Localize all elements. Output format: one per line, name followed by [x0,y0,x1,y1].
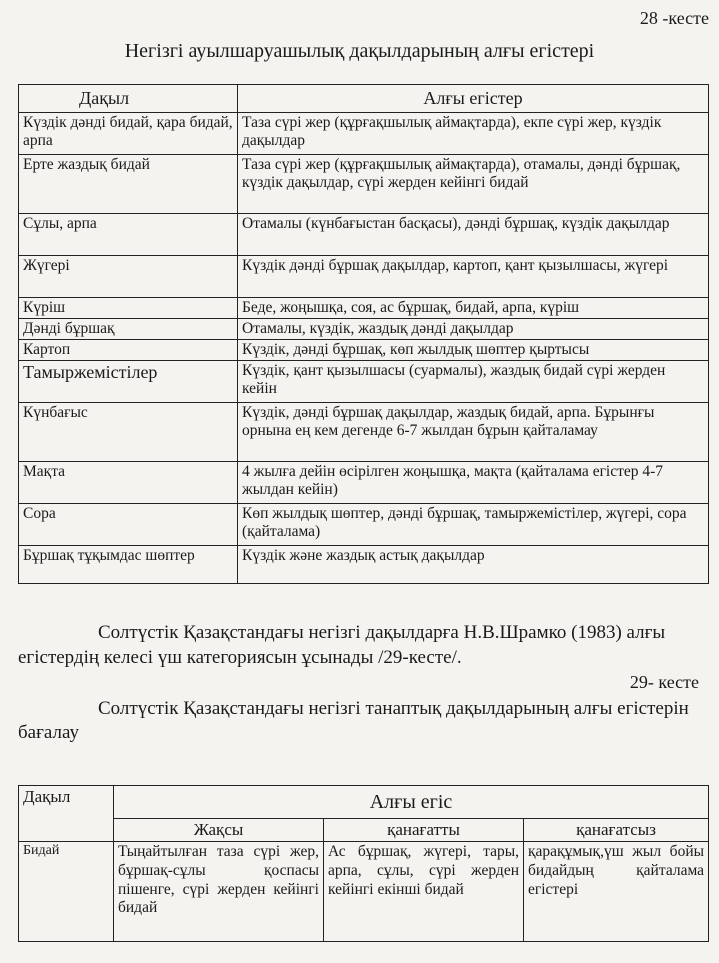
table-header-row [19,786,709,819]
body-paragraph: Солтүстік Қазақстандағы негізгі дақылдарға Н.В.Шрамко (1983) алғы егістердің келесі үш категориясын ұсынады /29-кесте/. [18,622,666,668]
crop-cell: Жүгері [19,255,238,297]
table-header-row [19,85,709,113]
column-header-predecessors: Алғы егістер [238,85,709,113]
crop-cell: Сора [19,503,238,545]
table-row [19,545,709,583]
column-header-good: Жақсы [114,819,324,842]
crop-cell: Күріш [19,297,238,318]
crop-cell: Бұршақ тұқымдас шөптер [19,545,238,583]
table-number: 28 -кесте [639,8,709,28]
predecessors-cell: Көп жылдық шөптер, дәнді бұршақ, тамыржемістілер, жүгері, сора (қайталама) [238,503,709,545]
unsatisfactory-cell: қарақұмық,үш жыл бойы бидайдың қайталама егістері [524,842,709,942]
crop-cell: Дәнді бұршақ [19,318,238,339]
table-row [19,461,709,503]
table-row [19,318,709,339]
crop-cell: Күздік дәнді бидай, қара бидай, арпа [19,112,238,154]
crop-cell: Күнбағыс [19,402,238,461]
predecessor-evaluation-table [18,785,709,942]
table-row [19,154,709,213]
predecessors-cell: Күздік және жаздық астық дақылдар [238,545,709,583]
table-row [19,360,709,402]
table-row [19,112,709,154]
good-cell: Тыңайтылған таза сүрі жер, бұршақ-сұлы қоспасы пішенге, сүрі жерден кейінгі бидай [114,842,324,942]
predecessors-cell: Отамалы (күнбағыстан басқасы), дәнді бұршақ, күздік дақылдар [238,213,709,255]
table-row [19,339,709,360]
table-row [19,255,709,297]
table-row [19,402,709,461]
predecessors-cell: 4 жылға дейін өсірілген жоңышқа, мақта (қайталама егістер 4-7 жылдан кейін) [238,461,709,503]
crop-cell: Тамыржемістілер [19,360,238,402]
column-header-predecessor: Алғы егіс [114,786,709,819]
table-subheader-row [19,819,709,842]
predecessors-cell: Беде, жоңышқа, соя, ас бұршақ, бидай, арпа, күріш [238,297,709,318]
predecessors-cell: Күздік, дәнді бұршақ, көп жылдық шөптер қыртысы [238,339,709,360]
table-title: Негізгі ауылшаруашылық дақылдарының алғы егістері [124,40,595,62]
table-title: Солтүстік Қазақстандағы негізгі танаптық дақылдарының алғы егістерін бағалау [18,698,689,743]
table-row [19,503,709,545]
table-row [19,842,709,942]
table-number: 29- кесте [629,672,699,692]
predecessors-cell: Отамалы, күздік, жаздық дәнді дақылдар [238,318,709,339]
crop-cell: Бидай [19,842,114,942]
crop-cell: Ерте жаздық бидай [19,154,238,213]
predecessors-cell: Күздік, қант қызылшасы (суармалы), жаздық бидай сүрі жерден кейін [238,360,709,402]
column-header-crop: Дақыл [19,85,238,113]
predecessors-cell: Таза сүрі жер (құрғақшылық аймақтарда), отамалы, дәнді бұршақ, күздік дақылдар, сүрі жерден кейінгі бидай [238,154,709,213]
predecessor-table [18,84,709,584]
column-header-satisfactory: қанағатты [324,819,524,842]
crop-cell: Картоп [19,339,238,360]
column-header-unsatisfactory: қанағатсыз [524,819,709,842]
satisfactory-cell: Ас бұршақ, жүгері, тары, арпа, сұлы, сүрі жерден кейінгі екінші бидай [324,842,524,942]
column-header-crop: Дақыл [19,786,114,842]
table-row [19,297,709,318]
crop-cell: Сұлы, арпа [19,213,238,255]
predecessors-cell: Күздік, дәнді бұршақ дақылдар, жаздық бидай, арпа. Бұрынғы орнына ең кем дегенде 6-7 жылдан бұрын қайталамау [238,402,709,461]
predecessors-cell: Күздік дәнді бұршақ дақылдар, картоп, қант қызылшасы, жүгері [238,255,709,297]
table-row [19,213,709,255]
crop-cell: Мақта [19,461,238,503]
predecessors-cell: Таза сүрі жер (құрғақшылық аймақтарда), екпе сүрі жер, күздік дақылдар [238,112,709,154]
